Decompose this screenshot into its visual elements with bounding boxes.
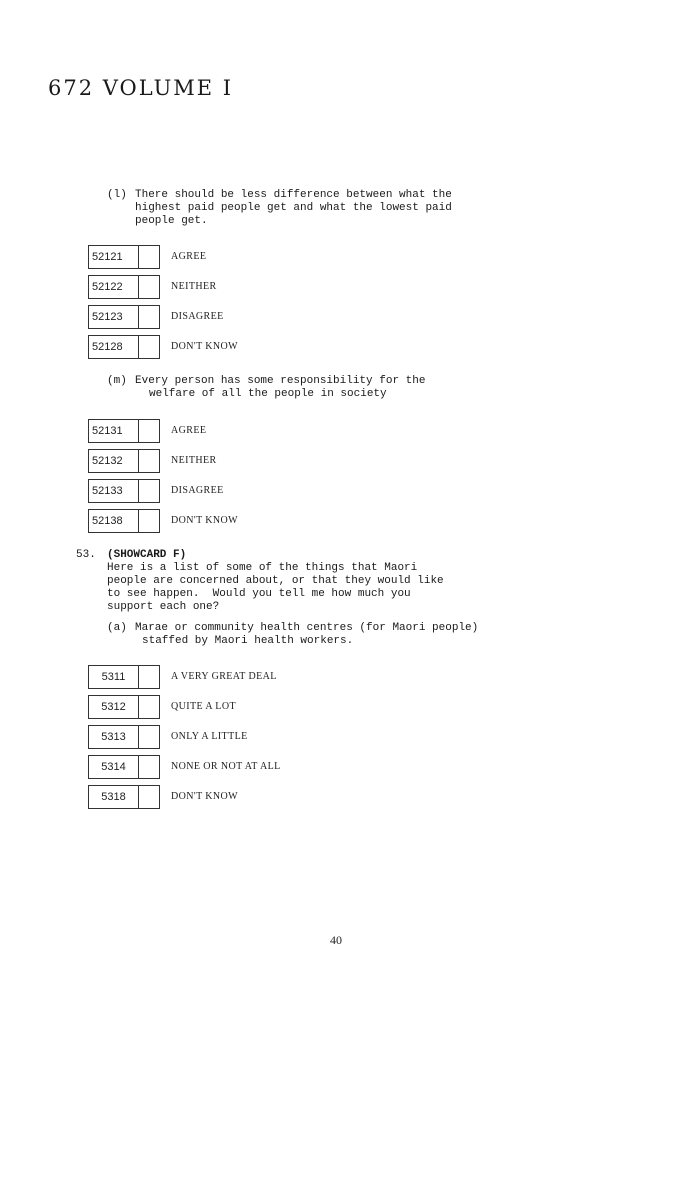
running-head: 672 VOLUME I — [48, 76, 234, 100]
response-label: AGREE — [171, 425, 207, 436]
response-label: DISAGREE — [171, 485, 224, 496]
response-code: 52138 — [88, 509, 138, 533]
response-label: DON'T KNOW — [171, 515, 238, 526]
response-code: 5313 — [88, 725, 138, 749]
response-code: 52123 — [88, 305, 138, 329]
response-code: 5314 — [88, 755, 138, 779]
response-checkbox[interactable] — [138, 785, 160, 809]
item-line: There should be less difference between what the — [135, 189, 452, 201]
question-53-text — [107, 549, 537, 614]
response-option[interactable] — [88, 664, 277, 689]
showcard-heading: (SHOWCARD F) — [107, 549, 187, 561]
response-checkbox[interactable] — [138, 755, 160, 779]
response-checkbox[interactable] — [138, 725, 160, 749]
item-marker: (m) — [107, 375, 127, 387]
item-line: people get. — [135, 215, 208, 227]
question-line: Here is a list of some of the things that Maori — [107, 562, 418, 574]
response-checkbox[interactable] — [138, 509, 160, 533]
item-marker: (l) — [107, 189, 127, 201]
item-line: highest paid people get and what the lowest paid — [135, 202, 452, 214]
page-number: 40 — [330, 933, 342, 947]
response-checkbox[interactable] — [138, 665, 160, 689]
response-label: DON'T KNOW — [171, 341, 238, 352]
response-option[interactable] — [88, 448, 217, 473]
response-code: 52131 — [88, 419, 138, 443]
item-a-text — [107, 622, 537, 648]
response-label: A VERY GREAT DEAL — [171, 671, 277, 682]
response-label: QUITE A LOT — [171, 701, 236, 712]
response-code: 5311 — [88, 665, 138, 689]
response-label: DISAGREE — [171, 311, 224, 322]
response-checkbox[interactable] — [138, 275, 160, 299]
response-checkbox[interactable] — [138, 419, 160, 443]
response-option[interactable] — [88, 724, 248, 749]
item-line: welfare of all the people in society — [149, 388, 387, 400]
question-line: to see happen. Would you tell me how much you — [107, 588, 411, 600]
response-code: 5312 — [88, 695, 138, 719]
response-checkbox[interactable] — [138, 305, 160, 329]
response-option[interactable] — [88, 754, 281, 779]
response-checkbox[interactable] — [138, 335, 160, 359]
response-label: NEITHER — [171, 281, 217, 292]
response-code: 5318 — [88, 785, 138, 809]
response-option[interactable] — [88, 478, 224, 503]
response-label: AGREE — [171, 251, 207, 262]
response-label: NEITHER — [171, 455, 217, 466]
response-label: NONE OR NOT AT ALL — [171, 761, 281, 772]
response-option[interactable] — [88, 508, 238, 533]
item-line: staffed by Maori health workers. — [142, 635, 354, 647]
response-checkbox[interactable] — [138, 449, 160, 473]
response-code: 52133 — [88, 479, 138, 503]
item-l-text — [107, 189, 537, 228]
response-label: DON'T KNOW — [171, 791, 238, 802]
question-number: 53. — [76, 549, 96, 561]
response-option[interactable] — [88, 784, 238, 809]
item-m-text — [107, 375, 537, 401]
response-code: 52121 — [88, 245, 138, 269]
response-checkbox[interactable] — [138, 245, 160, 269]
response-checkbox[interactable] — [138, 695, 160, 719]
response-label: ONLY A LITTLE — [171, 731, 248, 742]
response-code: 52132 — [88, 449, 138, 473]
response-code: 52128 — [88, 335, 138, 359]
response-option[interactable] — [88, 334, 238, 359]
response-option[interactable] — [88, 274, 217, 299]
response-code: 52122 — [88, 275, 138, 299]
response-option[interactable] — [88, 418, 206, 443]
question-line: support each one? — [107, 601, 220, 613]
item-line: Marae or community health centres (for Maori people) — [135, 622, 479, 634]
item-line: Every person has some responsibility for the — [135, 375, 426, 387]
item-marker: (a) — [107, 622, 127, 634]
response-option[interactable] — [88, 304, 224, 329]
response-option[interactable] — [88, 244, 206, 269]
response-checkbox[interactable] — [138, 479, 160, 503]
question-line: people are concerned about, or that they would like — [107, 575, 444, 587]
response-option[interactable] — [88, 694, 236, 719]
